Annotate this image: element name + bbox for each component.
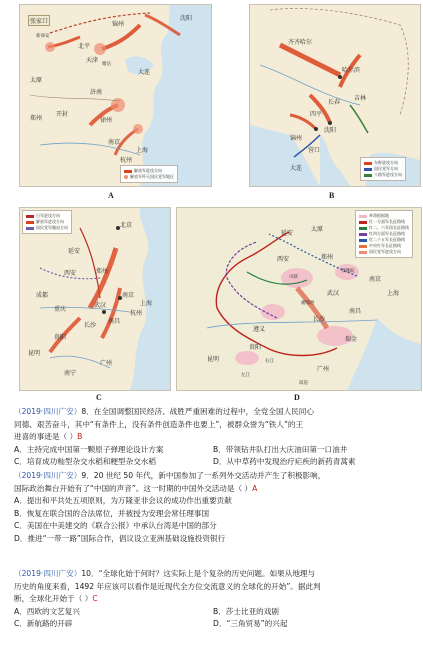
q8-answer: B bbox=[77, 432, 83, 442]
q10-answer: C bbox=[92, 594, 98, 604]
map-d-label-youjiang: 右江 bbox=[265, 359, 274, 364]
map-a-label-jinan: 济南 bbox=[90, 89, 103, 96]
map-a-label-xinbaoan: 新保安 bbox=[36, 34, 50, 39]
map-a-label-zhengzhou: 郑州 bbox=[30, 115, 43, 122]
map-a-label-nanjing: 南京 bbox=[108, 139, 121, 146]
map-d-label-wuhan: 武汉 bbox=[327, 290, 340, 297]
map-c-legend bbox=[22, 210, 72, 234]
q10-option-a: A．西欧的文艺复兴 bbox=[14, 606, 80, 616]
map-c-label-changsha: 长沙 bbox=[84, 322, 97, 329]
map-b-label-qiqihaer: 齐齐哈尔 bbox=[288, 39, 313, 46]
map-c-label-chongqing: 重庆 bbox=[54, 306, 67, 313]
q10-source: （2019·四川广安） bbox=[14, 569, 82, 578]
q8-option-b: B．带领钻井队打出大庆油田第一口油井 bbox=[213, 444, 348, 454]
legend-row: 红四方面军长征路线 bbox=[359, 231, 409, 237]
map-a-label-tianjin: 天津 bbox=[86, 57, 99, 64]
q10-line-2: 历史的角度来看，1492 年应该可以看作是近现代全方位交流意义的全球化的开始”。据此判 bbox=[14, 581, 321, 591]
map-d-label-kunming: 昆明 bbox=[207, 356, 220, 363]
map-c-label-nanning: 南宁 bbox=[64, 370, 77, 377]
question-10 bbox=[14, 568, 412, 631]
map-d-label-ruijin: 瑞金 bbox=[345, 336, 358, 343]
q9-answer: A bbox=[252, 483, 258, 493]
q10-options-row-1 bbox=[14, 606, 412, 619]
q10-line-3: 断，全球化开始于（ ）C bbox=[14, 594, 98, 604]
map-c-label-zhengzhou: 郑州 bbox=[96, 268, 109, 275]
q9-line-1: （2019·四川广安）9．20 世纪 50 年代，新中国参加了一系列外交活动并产生了积极影响， bbox=[14, 471, 326, 480]
map-a-label-shenyang: 沈阳 bbox=[180, 15, 193, 22]
map-b-label-siping: 四平 bbox=[310, 111, 323, 118]
map-d-label-changsha: 长沙 bbox=[313, 316, 326, 323]
map-d-label-eyuwan: 鄂豫皖 bbox=[341, 269, 355, 274]
map-a-label-beiping: 北平 bbox=[78, 43, 91, 50]
map-d-label-taiyuan: 太原 bbox=[311, 226, 324, 233]
map-d-label-xiangexi: 湘鄂西 bbox=[301, 301, 315, 306]
q8-option-d: D．从中草药中发现治疗疟疾的新药青蒿素 bbox=[213, 457, 356, 467]
q9-option-b: B．恢复在联合国的合法席位，并被授为安理会常任理事国 bbox=[14, 508, 210, 518]
legend-row: 解放军进攻方向 bbox=[26, 219, 68, 225]
legend-row: 革命根据地 bbox=[359, 213, 409, 219]
q10-line-1: （2019·四川广安）10．“全球化始于何时？这实际上是个复杂的历史问题。如果从地理与 bbox=[14, 569, 316, 578]
legend-row: 解放军歼灭国民党军地区 bbox=[124, 174, 174, 180]
map-d-label-nanchang: 南昌 bbox=[349, 308, 362, 315]
map-a-legend bbox=[120, 165, 178, 183]
legend-row: 中央红军长征路线 bbox=[359, 243, 409, 249]
map-d-label-nanjing: 南京 bbox=[369, 276, 382, 283]
q8-options-row-2 bbox=[14, 456, 412, 469]
map-a-label-shanghai: 上海 bbox=[136, 147, 149, 154]
legend-row: 红二十五军长征路线 bbox=[359, 237, 409, 243]
map-d-label-guangzhou: 广州 bbox=[317, 366, 330, 373]
map-b bbox=[249, 4, 421, 187]
map-c bbox=[19, 207, 171, 391]
q9-option-a: A．提出和平共处五项原则，为万隆亚非会议的成功作出重要贡献 bbox=[14, 496, 232, 506]
map-d-label-zhengzhou: 郑州 bbox=[321, 254, 334, 261]
map-d-caption: D bbox=[294, 393, 300, 402]
map-c-label-wuhan: 武汉 bbox=[94, 302, 107, 309]
map-c-label-beijing: 北京 bbox=[120, 222, 133, 229]
map-d-label-shanghai: 上海 bbox=[387, 290, 400, 297]
q8-options-row-1 bbox=[14, 444, 412, 457]
map-c-label-hangzhou: 杭州 bbox=[130, 310, 143, 317]
q9-option-c: C．美国在中美建交的《联合公报》中承认台湾是中国的部分 bbox=[14, 521, 217, 531]
map-d-label-yanan: 延安 bbox=[281, 230, 294, 237]
map-c-label-yanan: 延安 bbox=[68, 248, 81, 255]
map-b-label-jilin: 吉林 bbox=[354, 95, 367, 102]
q8-line-3: 进喜的事迹是（ ）B bbox=[14, 432, 83, 442]
map-b-legend bbox=[360, 157, 406, 181]
map-a-label-xuzhou: 徐州 bbox=[100, 117, 113, 124]
map-d-label-chuanshan: 川陕 bbox=[289, 275, 298, 280]
legend-row: 红一方面军长征路线 bbox=[359, 219, 409, 225]
map-a-label-jinzhou: 锦州 bbox=[112, 21, 125, 28]
legend-row: 八路军进攻方向 bbox=[364, 172, 402, 178]
legend-row: 国民党军进攻方向 bbox=[359, 249, 409, 255]
q8-option-c: C．培育成功籼型杂交水稻和粳型杂交水稻 bbox=[14, 457, 156, 467]
map-c-label-xian: 西安 bbox=[64, 270, 77, 277]
map-c-label-guangzhou: 广州 bbox=[100, 360, 113, 367]
map-d-label-zunyi: 遵义 bbox=[253, 326, 266, 333]
legend-row: 国民党军方向 bbox=[364, 166, 402, 172]
map-a-caption: A bbox=[108, 191, 114, 200]
map-a-label-taiyuan: 太原 bbox=[30, 77, 43, 84]
q10-option-d: D．“三角贸易”的兴起 bbox=[213, 619, 288, 629]
legend-row: 解放军进攻方向 bbox=[124, 168, 174, 174]
legend-row: 红二、六军团长征路线 bbox=[359, 225, 409, 231]
q8-line-2: 同德、艰苦奋斗，其中“有条件上，没有条件创造条件也要上”，被群众誉为“铁人”的王 bbox=[14, 419, 304, 429]
map-d bbox=[176, 207, 422, 391]
map-c-label-kunming: 昆明 bbox=[28, 350, 41, 357]
map-c-label-nanchang: 南昌 bbox=[108, 318, 121, 325]
q10-option-b: B．莎士比亚的戏剧 bbox=[213, 606, 279, 616]
map-b-label-shenyang: 沈阳 bbox=[324, 127, 337, 134]
question-8 bbox=[14, 406, 412, 469]
legend-row: 日军进攻方向 bbox=[26, 213, 68, 219]
q8-source: （2019·四川广安） bbox=[14, 407, 82, 416]
map-d-legend bbox=[355, 210, 413, 258]
map-c-label-chengdu: 成都 bbox=[36, 292, 49, 299]
map-c-label-guiyang: 贵阳 bbox=[54, 334, 67, 341]
map-d-label-zuojiang: 左江 bbox=[241, 373, 250, 378]
q9-source: （2019·四川广安） bbox=[14, 471, 82, 480]
map-a bbox=[19, 4, 212, 187]
map-d-label-xian: 西安 bbox=[277, 256, 290, 263]
legend-row: 东野进攻方向 bbox=[364, 160, 402, 166]
map-a-label-kaifeng: 开封 bbox=[56, 111, 69, 118]
q10-option-c: C．新航路的开辟 bbox=[14, 619, 73, 629]
legend-row: 国民党军撤退方向 bbox=[26, 225, 68, 231]
map-b-caption: B bbox=[329, 191, 335, 200]
q10-options-row-2 bbox=[14, 618, 412, 631]
map-b-label-haerbin: 哈尔滨 bbox=[342, 67, 361, 74]
q8-option-a: A．主持完成中国第一颗原子弹理论设计方案 bbox=[14, 444, 164, 454]
map-d-label-qiongya: 琼崖 bbox=[299, 381, 308, 386]
map-a-label-hangzhou: 杭州 bbox=[120, 157, 133, 164]
map-a-label-zhangjiakou: 张家口 bbox=[28, 15, 50, 26]
map-c-label-nanjing: 南京 bbox=[122, 292, 135, 299]
question-9 bbox=[14, 470, 412, 546]
map-c-label-shanghai: 上海 bbox=[140, 300, 153, 307]
q9-line-2: 国际政治舞台开始有了“中国的声音”。这一时期的中国外交活动是（ ）A bbox=[14, 483, 258, 493]
map-b-label-changchun: 长春 bbox=[328, 99, 341, 106]
map-b-label-yingkou: 营口 bbox=[308, 147, 321, 154]
q8-line-1: （2019·四川广安）8．在全国调整国民经济、战胜严重困难的过程中，全党全国人民同心 bbox=[14, 407, 314, 416]
map-b-label-jinzhou: 锦州 bbox=[290, 135, 303, 142]
q9-option-d: D．推进“一带一路”国际合作，倡议设立亚洲基础设施投资银行 bbox=[14, 533, 226, 543]
map-a-label-tanggu: 塘沽 bbox=[102, 62, 111, 67]
map-d-label-guiyang: 贵阳 bbox=[249, 344, 262, 351]
map-b-label-dalian: 大连 bbox=[290, 165, 303, 172]
map-c-caption: C bbox=[96, 393, 102, 402]
map-a-label-dalian: 大连 bbox=[138, 69, 151, 76]
